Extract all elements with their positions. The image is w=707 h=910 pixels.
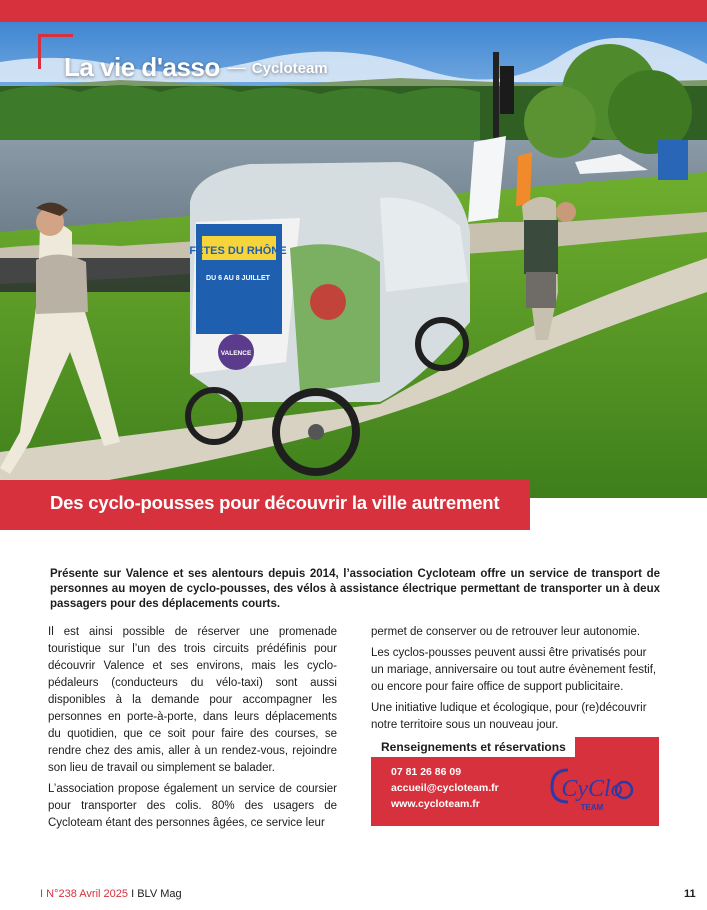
footer-separator: I [40,888,44,900]
paragraph: Les cyclos-pousses peuvent aussi être privatisés pour un mariage, anniversaire ou tout autre évènement festif, ou encore pour faire office de support publicitaire. [371,647,657,693]
footer-pipe: I [131,888,135,900]
email-link[interactable]: accueil@cycloteam.fr [391,782,499,794]
section-rubric [64,52,328,83]
valence-badge: VALENCE [220,350,252,357]
info-box-heading: Renseignements et réservations [371,737,575,757]
logo-subtext: TEAM [580,803,604,812]
paragraph: Il est ainsi possible de réserver une promenade touristique sur l’un des trois circuits prédéfinis pour découvrir Valence et ses environs, mais les cyclo-pédaleurs (conducteurs du vélo-taxi) sont aussi disponibles à la demande pour accompagner les personnes en porte-à-porte, dans leurs déplacements du quotidien, que ce soit pour faire des courses, se rendre chez des amis, aller à un rendez-vous, rejoindre son lieu de travail ou simplement se balader. [48,626,337,774]
top-accent-bar [0,0,707,22]
poster-title: FÊTES DU RHÔNE [189,245,287,257]
rubric-title: La vie d'asso [64,52,220,82]
cycloteam-logo [546,760,638,819]
page-number: 11 [684,888,696,900]
left-column [48,624,337,836]
magazine-name: BLV Mag [137,888,182,900]
rubric-subtitle: Cycloteam [251,60,328,77]
hero-photo [0,22,707,498]
paragraph: Une initiative ludique et écologique, pour (re)découvrir notre territoire sous un nouveau jour. [371,702,647,731]
rubric-separator: — [227,57,246,77]
article-title-bar [0,480,530,530]
paragraph: L’association propose également un service de coursier pour transporter des colis. 80% des usagers de Cycloteam étant des personnes âgées, ce service leur [48,783,337,829]
website-link[interactable]: www.cycloteam.fr [391,798,480,810]
article-intro: Présente sur Valence et ses alentours depuis 2014, l’association Cycloteam offre un service de transport de personnes au moyen de cyclo-pousses, des vélos à assistance électrique permettant de transporter un à deux passagers pour des déplacements courts. [50,568,660,610]
contact-lines [391,764,499,812]
issue-number: N°238 Avril 2025 [46,888,128,900]
paragraph: permet de conserver ou de retrouver leur autonomie. [371,626,641,638]
poster-dates: DU 6 AU 8 JUILLET [206,275,270,282]
logo-text: CyClo [561,776,623,802]
right-column [371,624,659,738]
phone-number[interactable]: 07 81 26 86 09 [391,766,462,778]
article-title: Des cyclo-pousses pour découvrir la ville autrement [50,492,500,513]
page-footer [40,888,182,900]
